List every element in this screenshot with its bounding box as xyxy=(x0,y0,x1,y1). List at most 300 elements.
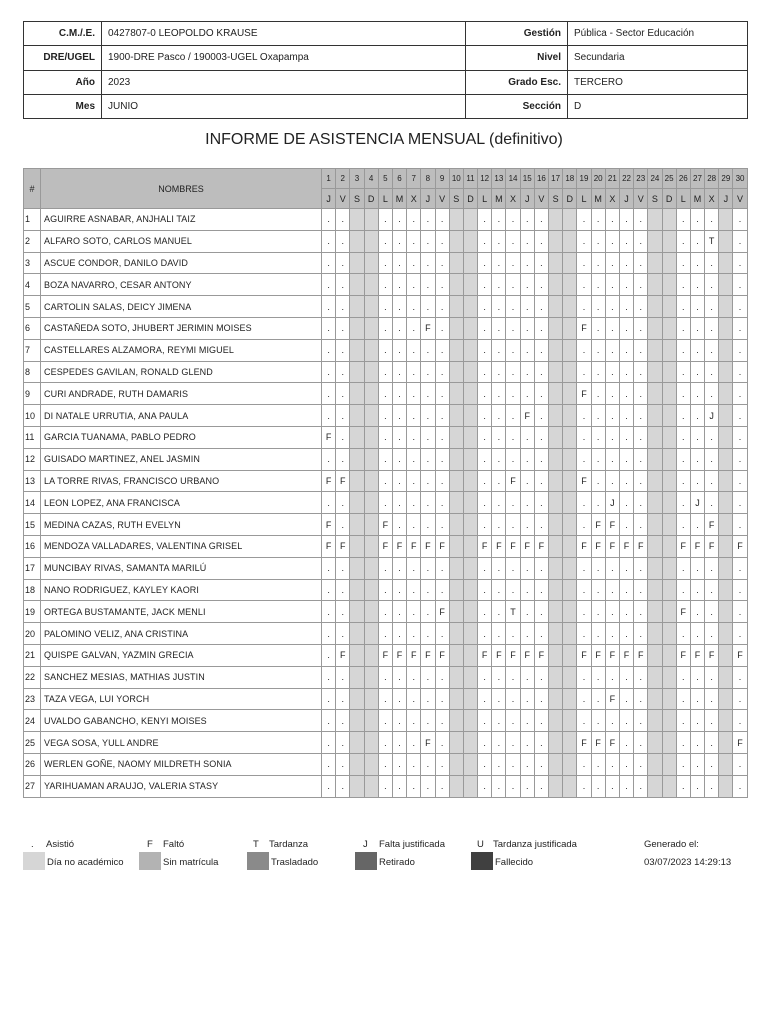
attendance-cell xyxy=(563,492,577,514)
attendance-cell xyxy=(549,426,563,448)
attendance-cell: . xyxy=(392,492,406,514)
attendance-cell: . xyxy=(591,296,605,318)
attendance-cell xyxy=(449,339,463,361)
attendance-cell: . xyxy=(392,623,406,645)
attendance-cell: . xyxy=(421,274,435,296)
student-row xyxy=(24,405,748,427)
attendance-cell: . xyxy=(392,361,406,383)
attendance-cell: . xyxy=(605,252,619,274)
attendance-cell: . xyxy=(577,230,591,252)
attendance-cell: . xyxy=(322,339,336,361)
attendance-cell: . xyxy=(421,775,435,797)
attendance-cell: . xyxy=(705,775,719,797)
weekday-header: X xyxy=(506,189,520,209)
attendance-cell: . xyxy=(378,710,392,732)
weekday-header: L xyxy=(676,189,690,209)
attendance-cell: . xyxy=(534,557,548,579)
attendance-cell: . xyxy=(435,252,449,274)
attendance-cell: . xyxy=(619,405,633,427)
attendance-cell xyxy=(463,317,477,339)
attendance-cell: . xyxy=(492,579,506,601)
attendance-cell: . xyxy=(733,557,747,579)
attendance-cell: F xyxy=(534,535,548,557)
attendance-cell xyxy=(350,252,364,274)
attendance-cell: F xyxy=(392,644,406,666)
attendance-cell xyxy=(719,710,733,732)
day-header: 12 xyxy=(478,169,492,189)
attendance-cell: . xyxy=(378,296,392,318)
attendance-cell: . xyxy=(336,775,350,797)
attendance-cell: . xyxy=(378,732,392,754)
attendance-cell: . xyxy=(605,361,619,383)
attendance-cell: . xyxy=(619,209,633,231)
attendance-cell: F xyxy=(676,601,690,623)
weekday-header: S xyxy=(648,189,662,209)
attendance-cell: . xyxy=(506,274,520,296)
attendance-cell: . xyxy=(676,514,690,536)
attendance-cell: . xyxy=(478,383,492,405)
attendance-cell xyxy=(563,535,577,557)
attendance-cell: F xyxy=(506,535,520,557)
attendance-cell: . xyxy=(591,775,605,797)
attendance-cell: . xyxy=(733,470,747,492)
attendance-cell xyxy=(364,492,378,514)
attendance-cell: . xyxy=(492,470,506,492)
attendance-cell xyxy=(648,470,662,492)
attendance-cell: J xyxy=(605,492,619,514)
dre-value: 1900-DRE Pasco / 190003-UGEL Oxapampa xyxy=(102,46,466,70)
attendance-cell: . xyxy=(733,623,747,645)
attendance-cell: . xyxy=(605,579,619,601)
attendance-table xyxy=(23,168,748,798)
attendance-cell: . xyxy=(676,383,690,405)
attendance-cell: . xyxy=(690,623,704,645)
attendance-cell: . xyxy=(591,579,605,601)
attendance-cell xyxy=(449,623,463,645)
attendance-cell xyxy=(463,339,477,361)
attendance-cell: . xyxy=(435,666,449,688)
attendance-cell: . xyxy=(634,557,648,579)
attendance-cell xyxy=(549,732,563,754)
student-row xyxy=(24,230,748,252)
attendance-cell: . xyxy=(492,209,506,231)
attendance-cell xyxy=(549,579,563,601)
attendance-cell: . xyxy=(322,296,336,318)
weekday-header: M xyxy=(690,189,704,209)
attendance-cell xyxy=(563,753,577,775)
weekday-header: M xyxy=(591,189,605,209)
attendance-cell xyxy=(719,601,733,623)
attendance-cell: . xyxy=(378,230,392,252)
student-row xyxy=(24,426,748,448)
attendance-cell: . xyxy=(421,666,435,688)
legend-swatch xyxy=(471,852,493,870)
student-number: 27 xyxy=(24,775,41,797)
attendance-cell: . xyxy=(634,666,648,688)
attendance-cell xyxy=(549,601,563,623)
attendance-cell: . xyxy=(733,274,747,296)
student-name: CASTELLARES ALZAMORA, REYMI MIGUEL xyxy=(41,339,322,361)
attendance-cell: . xyxy=(478,514,492,536)
gestion-value: Pública - Sector Educación xyxy=(568,22,748,46)
attendance-cell: . xyxy=(690,339,704,361)
attendance-cell xyxy=(719,535,733,557)
attendance-cell: . xyxy=(605,405,619,427)
attendance-cell: . xyxy=(534,753,548,775)
attendance-cell xyxy=(549,448,563,470)
attendance-cell: . xyxy=(534,579,548,601)
attendance-cell: . xyxy=(492,426,506,448)
attendance-cell: . xyxy=(605,274,619,296)
attendance-cell: . xyxy=(591,666,605,688)
student-number: 12 xyxy=(24,448,41,470)
attendance-cell: . xyxy=(690,209,704,231)
attendance-cell: . xyxy=(634,361,648,383)
attendance-cell xyxy=(662,514,676,536)
attendance-cell xyxy=(662,492,676,514)
attendance-cell: . xyxy=(336,448,350,470)
attendance-cell: . xyxy=(619,579,633,601)
attendance-cell: . xyxy=(577,209,591,231)
attendance-cell xyxy=(350,710,364,732)
attendance-cell xyxy=(719,274,733,296)
attendance-cell: . xyxy=(506,732,520,754)
attendance-cell: . xyxy=(690,361,704,383)
attendance-cell: . xyxy=(421,339,435,361)
attendance-cell: J xyxy=(690,492,704,514)
attendance-cell: . xyxy=(435,426,449,448)
attendance-cell: . xyxy=(619,688,633,710)
attendance-cell xyxy=(449,514,463,536)
student-row xyxy=(24,601,748,623)
attendance-cell xyxy=(648,579,662,601)
attendance-cell: F xyxy=(605,688,619,710)
attendance-cell xyxy=(364,405,378,427)
legend-label: Faltó xyxy=(163,839,185,850)
attendance-cell: . xyxy=(619,666,633,688)
day-header: 22 xyxy=(619,169,633,189)
generated-label: Generado el: xyxy=(644,839,699,850)
attendance-cell: . xyxy=(492,492,506,514)
attendance-cell: . xyxy=(421,361,435,383)
attendance-cell: . xyxy=(378,209,392,231)
attendance-cell xyxy=(719,296,733,318)
student-row xyxy=(24,710,748,732)
attendance-cell: F xyxy=(322,470,336,492)
attendance-cell: . xyxy=(336,492,350,514)
attendance-cell: J xyxy=(705,405,719,427)
attendance-cell: F xyxy=(690,535,704,557)
attendance-cell: . xyxy=(407,361,421,383)
day-header: 20 xyxy=(591,169,605,189)
legend-symbol: T xyxy=(253,839,259,850)
attendance-cell: . xyxy=(605,448,619,470)
attendance-cell: . xyxy=(435,710,449,732)
student-number: 5 xyxy=(24,296,41,318)
attendance-cell xyxy=(648,710,662,732)
student-row xyxy=(24,252,748,274)
attendance-cell: . xyxy=(634,775,648,797)
attendance-cell: . xyxy=(676,492,690,514)
student-number: 7 xyxy=(24,339,41,361)
attendance-cell: . xyxy=(705,361,719,383)
attendance-cell xyxy=(648,535,662,557)
attendance-cell: . xyxy=(435,339,449,361)
attendance-cell: . xyxy=(591,492,605,514)
student-name: TAZA VEGA, LUI YORCH xyxy=(41,688,322,710)
dre-label: DRE/UGEL xyxy=(24,46,102,70)
attendance-cell: . xyxy=(676,732,690,754)
attendance-cell: . xyxy=(705,557,719,579)
attendance-cell xyxy=(463,623,477,645)
attendance-cell xyxy=(463,688,477,710)
attendance-cell: . xyxy=(605,209,619,231)
attendance-cell: . xyxy=(619,470,633,492)
anio-label: Año xyxy=(24,70,102,94)
attendance-cell: . xyxy=(336,732,350,754)
attendance-cell: . xyxy=(322,644,336,666)
attendance-cell xyxy=(350,274,364,296)
attendance-cell: F xyxy=(676,644,690,666)
attendance-cell: F xyxy=(591,535,605,557)
attendance-cell: . xyxy=(407,601,421,623)
attendance-cell: . xyxy=(733,492,747,514)
attendance-cell: . xyxy=(619,252,633,274)
attendance-cell xyxy=(648,317,662,339)
attendance-cell: . xyxy=(506,339,520,361)
attendance-cell: . xyxy=(690,252,704,274)
attendance-cell: . xyxy=(336,339,350,361)
attendance-cell: F xyxy=(506,470,520,492)
attendance-cell: . xyxy=(378,274,392,296)
attendance-cell: . xyxy=(336,383,350,405)
attendance-cell: . xyxy=(492,710,506,732)
attendance-cell xyxy=(549,492,563,514)
attendance-cell xyxy=(463,514,477,536)
attendance-cell xyxy=(364,644,378,666)
attendance-cell: F xyxy=(577,535,591,557)
attendance-cell: . xyxy=(619,426,633,448)
attendance-cell: . xyxy=(634,317,648,339)
attendance-cell: . xyxy=(591,317,605,339)
attendance-cell: . xyxy=(407,448,421,470)
attendance-cell: . xyxy=(733,753,747,775)
student-name: BOZA NAVARRO, CESAR ANTONY xyxy=(41,274,322,296)
student-number: 21 xyxy=(24,644,41,666)
attendance-cell: . xyxy=(392,405,406,427)
attendance-cell: F xyxy=(322,514,336,536)
attendance-cell xyxy=(549,753,563,775)
attendance-cell: . xyxy=(392,514,406,536)
attendance-cell: . xyxy=(322,557,336,579)
attendance-cell: . xyxy=(605,317,619,339)
attendance-cell: . xyxy=(690,405,704,427)
attendance-cell: . xyxy=(421,470,435,492)
attendance-cell: . xyxy=(407,579,421,601)
attendance-cell: . xyxy=(634,426,648,448)
attendance-cell: F xyxy=(336,470,350,492)
attendance-cell: . xyxy=(577,753,591,775)
attendance-cell: . xyxy=(591,470,605,492)
attendance-cell xyxy=(449,535,463,557)
attendance-cell: . xyxy=(421,688,435,710)
attendance-cell xyxy=(549,383,563,405)
attendance-cell xyxy=(350,448,364,470)
attendance-cell: . xyxy=(690,753,704,775)
attendance-cell: . xyxy=(605,601,619,623)
attendance-cell: . xyxy=(577,666,591,688)
attendance-cell xyxy=(449,252,463,274)
attendance-cell: . xyxy=(534,492,548,514)
attendance-cell xyxy=(350,209,364,231)
student-row xyxy=(24,383,748,405)
attendance-cell: . xyxy=(676,252,690,274)
attendance-cell xyxy=(549,317,563,339)
attendance-cell: . xyxy=(619,448,633,470)
attendance-cell: . xyxy=(577,492,591,514)
attendance-cell xyxy=(350,492,364,514)
attendance-cell: . xyxy=(492,666,506,688)
attendance-cell: . xyxy=(634,339,648,361)
attendance-cell: . xyxy=(676,361,690,383)
attendance-cell: . xyxy=(336,252,350,274)
student-row xyxy=(24,209,748,231)
attendance-cell xyxy=(719,579,733,601)
attendance-cell: . xyxy=(690,296,704,318)
attendance-cell: F xyxy=(478,644,492,666)
attendance-cell xyxy=(563,296,577,318)
attendance-cell: . xyxy=(336,557,350,579)
attendance-cell: F xyxy=(577,383,591,405)
attendance-cell: . xyxy=(534,470,548,492)
attendance-cell: . xyxy=(478,753,492,775)
attendance-cell: . xyxy=(520,732,534,754)
attendance-cell: F xyxy=(733,535,747,557)
attendance-cell: . xyxy=(634,753,648,775)
cmie-label: C.M./.E. xyxy=(24,22,102,46)
attendance-cell: . xyxy=(506,666,520,688)
attendance-cell: . xyxy=(591,405,605,427)
student-number: 26 xyxy=(24,753,41,775)
attendance-cell: . xyxy=(478,710,492,732)
attendance-cell: F xyxy=(492,644,506,666)
student-row xyxy=(24,579,748,601)
attendance-cell xyxy=(449,644,463,666)
attendance-cell xyxy=(463,666,477,688)
header-row-days xyxy=(24,169,748,189)
attendance-cell: . xyxy=(676,710,690,732)
attendance-cell: . xyxy=(407,274,421,296)
attendance-cell: . xyxy=(690,710,704,732)
attendance-cell: . xyxy=(705,274,719,296)
attendance-cell: . xyxy=(605,296,619,318)
attendance-cell: F xyxy=(421,732,435,754)
legend-swatch-label: Día no académico xyxy=(47,857,124,868)
attendance-cell: . xyxy=(392,579,406,601)
attendance-cell xyxy=(549,710,563,732)
attendance-cell: . xyxy=(534,601,548,623)
attendance-cell: F xyxy=(322,426,336,448)
attendance-cell: . xyxy=(690,448,704,470)
attendance-cell xyxy=(563,623,577,645)
attendance-cell xyxy=(463,775,477,797)
attendance-cell: . xyxy=(407,405,421,427)
attendance-cell xyxy=(449,361,463,383)
attendance-cell: . xyxy=(534,339,548,361)
day-header: 21 xyxy=(605,169,619,189)
attendance-cell: . xyxy=(435,296,449,318)
student-number: 18 xyxy=(24,579,41,601)
student-name: VEGA SOSA, YULL ANDRE xyxy=(41,732,322,754)
attendance-cell: . xyxy=(534,514,548,536)
attendance-cell: . xyxy=(435,230,449,252)
attendance-cell: . xyxy=(392,753,406,775)
attendance-cell: F xyxy=(322,535,336,557)
weekday-header: X xyxy=(407,189,421,209)
student-row xyxy=(24,492,748,514)
student-row xyxy=(24,557,748,579)
attendance-cell: . xyxy=(392,557,406,579)
weekday-header: V xyxy=(634,189,648,209)
attendance-cell: . xyxy=(705,448,719,470)
attendance-cell xyxy=(364,296,378,318)
attendance-cell: . xyxy=(421,296,435,318)
attendance-cell: . xyxy=(605,470,619,492)
nivel-label: Nivel xyxy=(466,46,568,70)
attendance-cell: . xyxy=(478,448,492,470)
attendance-cell: . xyxy=(492,405,506,427)
attendance-cell: . xyxy=(322,274,336,296)
attendance-cell xyxy=(563,601,577,623)
attendance-cell: . xyxy=(690,230,704,252)
attendance-cell: . xyxy=(392,339,406,361)
attendance-cell: . xyxy=(619,623,633,645)
day-header: 15 xyxy=(520,169,534,189)
attendance-cell: . xyxy=(506,753,520,775)
student-row xyxy=(24,470,748,492)
attendance-cell: . xyxy=(378,448,392,470)
attendance-cell: . xyxy=(336,405,350,427)
attendance-cell xyxy=(648,252,662,274)
attendance-cell: . xyxy=(435,470,449,492)
attendance-cell: . xyxy=(435,361,449,383)
student-number: 24 xyxy=(24,710,41,732)
attendance-cell xyxy=(648,514,662,536)
legend-symbol: . xyxy=(31,839,34,850)
attendance-cell: . xyxy=(478,317,492,339)
day-header: 6 xyxy=(392,169,406,189)
attendance-cell: . xyxy=(478,732,492,754)
attendance-cell: . xyxy=(435,579,449,601)
weekday-header: V xyxy=(435,189,449,209)
attendance-cell: . xyxy=(435,492,449,514)
attendance-cell: . xyxy=(407,775,421,797)
attendance-cell: . xyxy=(733,252,747,274)
attendance-cell: . xyxy=(378,470,392,492)
attendance-cell: . xyxy=(336,514,350,536)
attendance-cell xyxy=(662,252,676,274)
attendance-cell: . xyxy=(577,688,591,710)
attendance-cell xyxy=(563,274,577,296)
attendance-cell: . xyxy=(733,383,747,405)
attendance-cell: . xyxy=(421,579,435,601)
weekday-header: X xyxy=(605,189,619,209)
attendance-cell: . xyxy=(407,426,421,448)
student-row xyxy=(24,514,748,536)
attendance-cell: . xyxy=(520,339,534,361)
student-name: CESPEDES GAVILAN, RONALD GLEND xyxy=(41,361,322,383)
attendance-cell: . xyxy=(634,470,648,492)
